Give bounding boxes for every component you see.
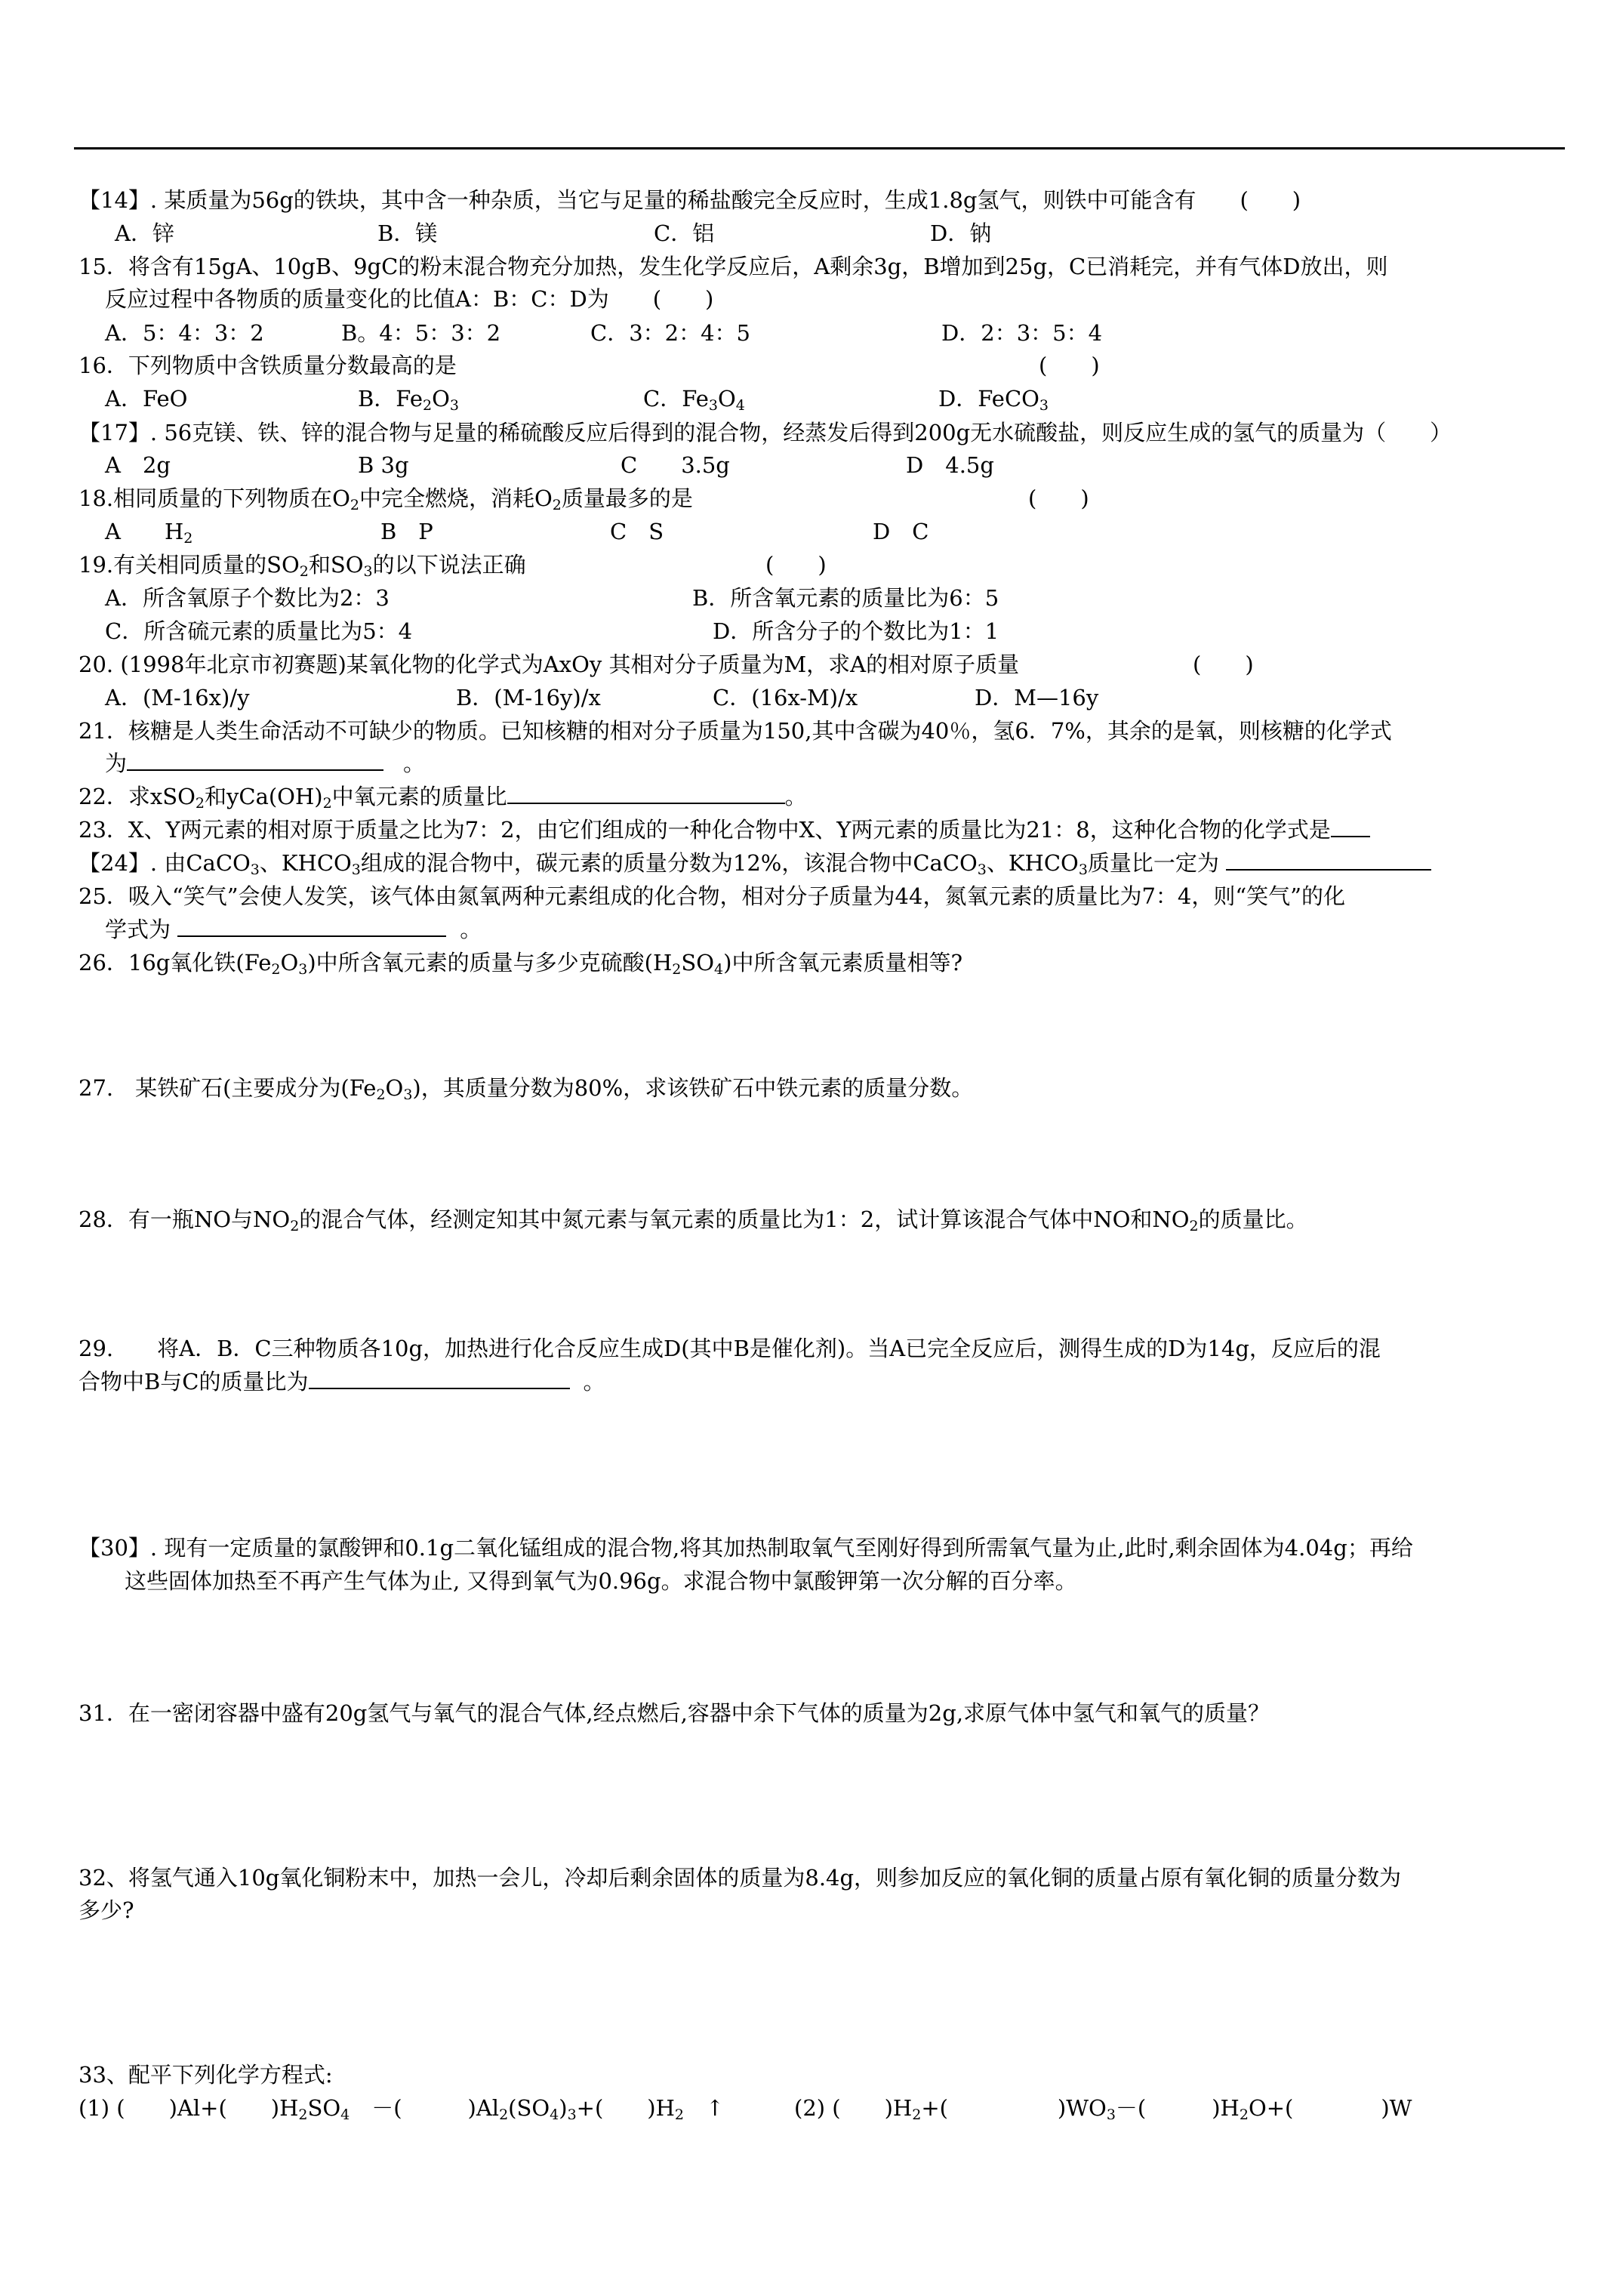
q16-stem: 16．下列物质中含铁质量分数最高的是	[79, 353, 457, 378]
q18-option-b: B P	[380, 519, 433, 544]
q15-option-b: B。4：5：3：2	[341, 320, 501, 346]
q14-option-c: C．铝	[654, 220, 715, 246]
q25-answer-blank[interactable]	[177, 916, 446, 937]
q19-option-d: D．所含分子的个数比为1：1	[713, 618, 999, 644]
q17-option-c: C 3.5g	[621, 452, 730, 478]
q18-stem: 18.相同质量的下列物质在$O_2$中完全燃烧，消耗$O_2$质量最多的是	[79, 485, 693, 513]
q15-option-c: C．3：2：4：5	[590, 320, 750, 346]
q19-option-b: B．所含氧元素的质量比为6：5	[692, 585, 999, 611]
q19-option-a: A．所含氧原子个数比为2：3	[105, 585, 390, 611]
q20-option-d: D．M—16y	[975, 685, 1099, 710]
q30-line2: 这些固体加热至不再产生气体为止, 又得到氧气为0.96g。求混合物中氯酸钾第一次分解的百分率。	[125, 1568, 1077, 1594]
q21-line1: 21．核糖是人类生命活动不可缺少的物质。已知核糖的相对分子质量为150,其中含碳为40％，氢6．7%，其余的是氧，则核糖的化学式	[79, 718, 1392, 744]
q14-stem: 【14】. 某质量为56g的铁块，其中含一种杂质，当它与足量的稀盐酸完全反应时，生成1.8g氢气，则铁中可能含有 ( )	[79, 187, 1301, 213]
q18-option-a: A $H_2$	[105, 519, 193, 547]
q15-option-d: D．2：3：5：4	[941, 320, 1103, 346]
q18-answer-paren: ( )	[1028, 485, 1089, 511]
q20-answer-paren: ( )	[1193, 652, 1254, 677]
q25-line2: 学式为 。	[105, 917, 482, 942]
q21-line2: 为 。	[105, 750, 426, 776]
q26-stem: 26．16g氧化铁$(Fe_2O_3)$中所含氧元素的质量与多少克硫酸$(H_2SO_4)$中所含氧元素质量相等?	[79, 950, 962, 978]
q30-line1: 【30】. 现有一定质量的氯酸钾和0.1g二氧化锰组成的混合物,将其加热制取氧气至刚好得到所需氧气量为止,此时,剩余固体为4.04g；再给	[79, 1535, 1413, 1561]
q15-line1: 15．将含有15gA、10gB、9gC的粉末混合物充分加热，发生化学反应后，A剩余3g，B增加到25g，C已消耗完，并有气体D放出，则	[79, 254, 1388, 279]
q19-answer-paren: ( )	[765, 552, 827, 578]
q20-option-c: C．(16x-M)/x	[713, 685, 858, 710]
q33-equation-1: (1) ( )Al+( )$H_2SO_4$ －( )$Al_2(SO_4)_3+$( )$H_2$ ↑	[79, 2095, 725, 2123]
q16-option-a: A．FeO	[105, 386, 188, 411]
q20-stem: 20. (1998年北京市初赛题)某氧化物的化学式为AxOy 其相对分子质量为M，求A的相对原子质量	[79, 652, 1020, 677]
q33-equation-2: (2) ( )$H_2+$( )$WO_3-$( )$H_2O+$( )W	[794, 2095, 1412, 2123]
q32-line1: 32、将氢气通入10g氧化铜粉末中，加热一会儿，冷却后剩余固体的质量为8.4g，则参加反应的氧化铜的质量占原有氧化铜的质量分数为	[79, 1865, 1402, 1891]
q21-answer-blank[interactable]	[127, 750, 383, 771]
q16-answer-paren: ( )	[1039, 353, 1100, 378]
header-rule	[74, 147, 1565, 149]
q14-option-d: D．钠	[930, 220, 992, 246]
q20-option-a: A．(M-16x)/y	[105, 685, 250, 710]
q32-line2: 多少?	[79, 1897, 134, 1923]
q23-answer-blank[interactable]	[1331, 816, 1370, 837]
q33-stem: 33、配平下列化学方程式:	[79, 2062, 333, 2088]
q16-option-b: B．$Fe_2O_3$	[358, 386, 459, 414]
q16-option-d: D．FeCO$_3$	[938, 386, 1049, 414]
q24-stem: 【24】. 由CaCO$_3$、$KHCO_3$组成的混合物中，碳元素的质量分数为12%，该混合物中CaCO$_3$、$KHCO_3$质量比一定为	[79, 849, 1431, 877]
q19-stem: 19.有关相同质量的$SO_2$和$SO_3$的以下说法正确	[79, 552, 526, 580]
q15-line2: 反应过程中各物质的质量变化的比值A：B：C：D为 ( )	[105, 286, 714, 312]
q17-option-b: B 3g	[358, 452, 409, 478]
q15-option-a: A．5：4：3：2	[105, 320, 264, 346]
q27-stem: 27. 某铁矿石(主要成分为$(Fe_2O_3)$，其质量分数为80%，求该铁矿石中铁元素的质量分数。	[79, 1075, 974, 1103]
q17-option-a: A 2g	[105, 452, 171, 478]
q18-option-c: C S	[610, 519, 664, 544]
q17-option-d: D 4.5g	[906, 452, 994, 478]
q29-line1: 29. 将A．B．C三种物质各10g，加热进行化合反应生成D(其中B是催化剂)。当A已完全反应后，测得生成的D为14g，反应后的混	[79, 1336, 1381, 1361]
q23-stem: 23．X、Y两元素的相对原于质量之比为7：2，由它们组成的一种化合物中X、Y两元素的质量比为21：8，这种化合物的化学式是	[79, 816, 1370, 843]
q17-stem: 【17】. 56克镁、铁、锌的混合物与足量的稀硫酸反应后得到的混合物，经蒸发后得到200g无水硫酸盐，则反应生成的氢气的质量为（ ）	[79, 420, 1452, 445]
q19-option-c: C．所含硫元素的质量比为5：4	[105, 618, 413, 644]
q22-answer-blank[interactable]	[507, 783, 785, 804]
q29-answer-blank[interactable]	[309, 1368, 570, 1389]
q22-stem: 22．求xSO$_2$和$yCa(OH)_2$中氧元素的质量比 。	[79, 784, 807, 812]
q20-option-b: B．(M-16y)/x	[456, 685, 601, 710]
q24-answer-blank[interactable]	[1226, 849, 1431, 871]
q18-option-d: D C	[873, 519, 929, 544]
q25-line1: 25．吸入“笑气”会使人发笑，该气体由氮氧两种元素组成的化合物，相对分子质量为44，氮氧元素的质量比为7：4，则“笑气”的化	[79, 883, 1346, 909]
q16-option-c: C．$Fe_3O_4$	[643, 386, 745, 414]
q14-option-b: B．镁	[377, 220, 438, 246]
q14-option-a: A．锌	[115, 220, 174, 246]
q31-stem: 31．在一密闭容器中盛有20g氢气与氧气的混合气体,经点燃后,容器中余下气体的质量为2g,求原气体中氢气和氧气的质量？	[79, 1700, 1270, 1726]
q29-line2: 合物中B与C的质量比为 。	[79, 1369, 605, 1395]
q28-stem: 28．有一瓶NO与$NO_2$的混合气体，经测定知其中氮元素与氧元素的质量比为1：2，试计算该混合气体中NO和$NO_2$的质量比。	[79, 1207, 1308, 1234]
